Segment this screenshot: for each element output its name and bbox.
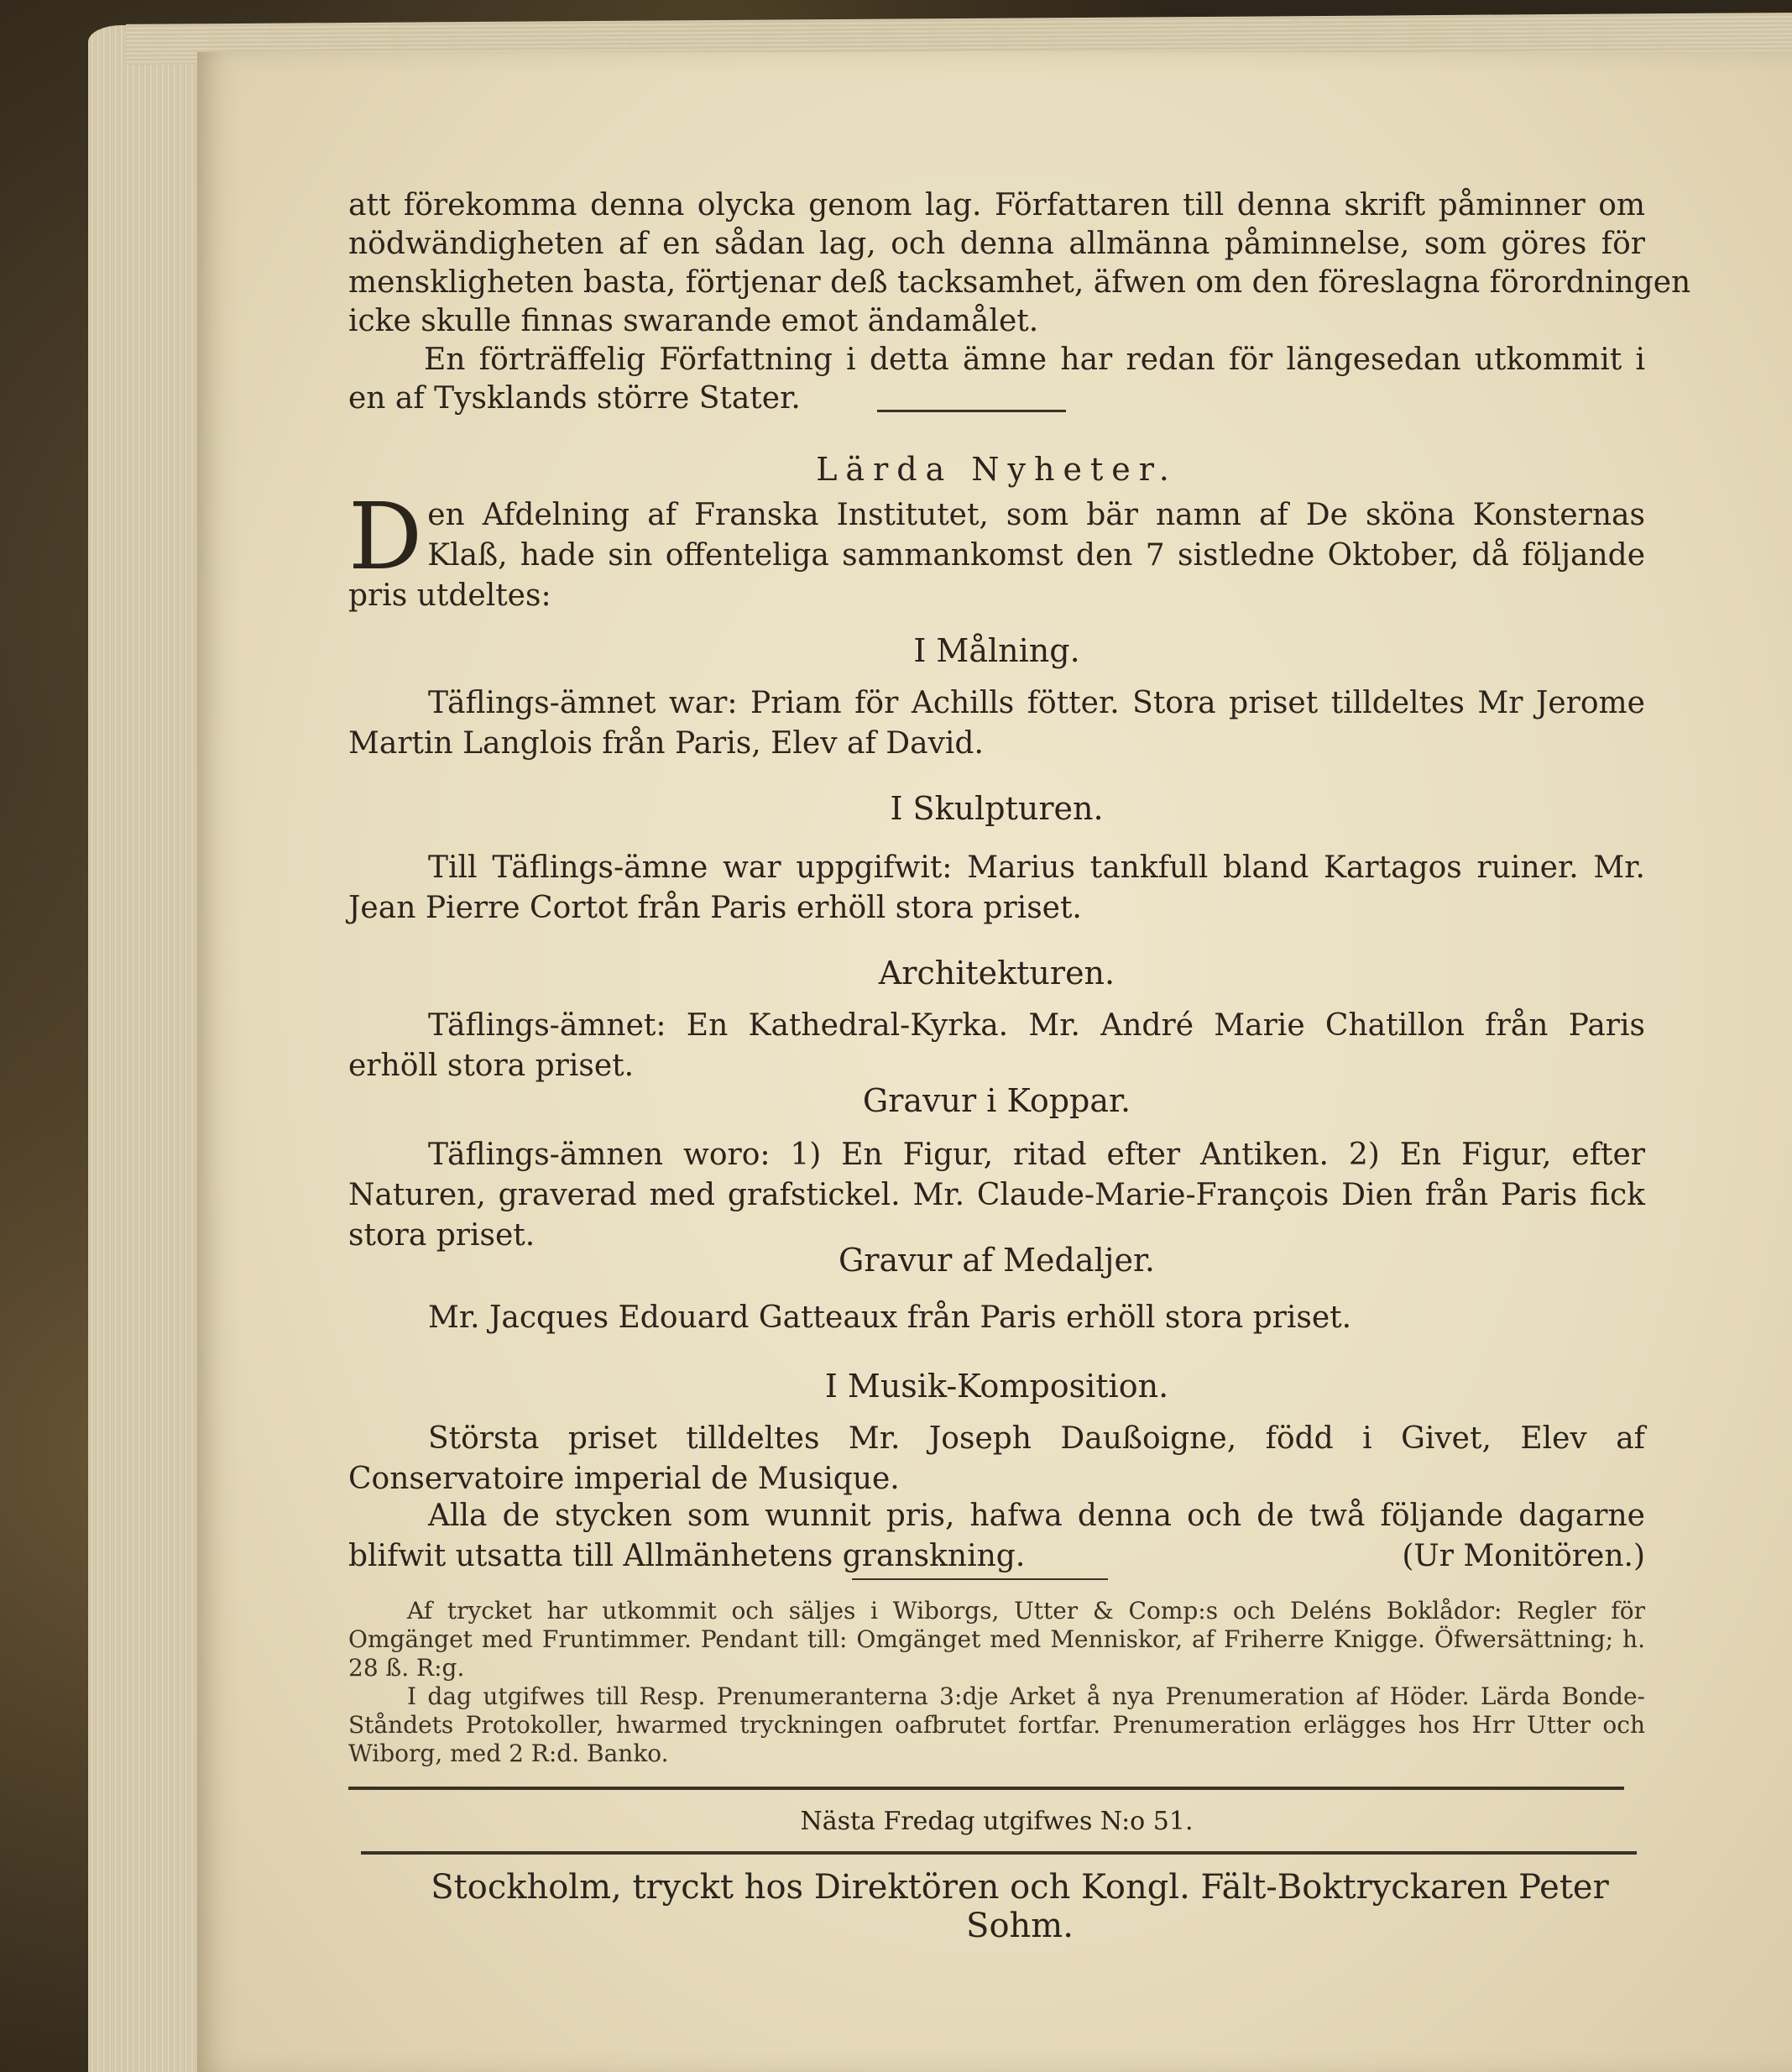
category-title: Architekturen.	[878, 955, 1115, 992]
intro-note-line: En förträffelig Författning i detta ämne har redan för längesedan utkommit i	[424, 343, 1645, 377]
category-text: Mr. Jacques Edouard Gatteaux från Paris erhöll stora priset.	[428, 1300, 1352, 1335]
category-title: I Skulpturen.	[890, 790, 1104, 827]
intro-note-line: en af Tysklands större Stater.	[348, 381, 801, 416]
footnote: I dag utgifwes till Resp. Prenumeranterna 3:dje Arket å nya Prenumeration af Höder. Lärda Bonde-Ståndets Protokoller, hwarmed tryckningen oafbrutet fortfar. Prenumeration erlägges hos Hrr Utter och Wiborg, med 2 R:d. Banko.	[348, 1682, 1645, 1767]
page-stack-edge	[88, 25, 214, 2072]
bottom-rule-top	[348, 1787, 1624, 1790]
next-issue-notice: Nästa Fredag utgifwes N:o 51.	[800, 1807, 1194, 1836]
bottom-rule-lower	[361, 1851, 1637, 1855]
section-divider	[877, 410, 1066, 412]
announcement-paragraph	[348, 483, 1645, 616]
source-attribution: (Ur Monitören.)	[1402, 1539, 1645, 1573]
printer-imprint: Stockholm, tryckt hos Direktören och Kongl. Fält-Boktryckaren Peter Sohm.	[431, 1868, 1609, 1945]
intro-line: att förekomma denna olycka genom lag. Författaren till denna skrift påminner om	[348, 188, 1645, 222]
category-text: Täflings-ämnen woro: 1) En Figur, ritad efter Antiken. 2) En Figur, efter Naturen, graverad med grafstickel. Mr. Claude-Marie-François Dien från Paris fick stora priset.	[348, 1138, 1645, 1253]
footnote: Af trycket har utkommit och säljes i Wiborgs, Utter & Comp:s och Deléns Boklådor: Regler för Omgänget med Fruntimmer. Pendant till: Omgänget med Menniskor, af Friherre Knigge. Öfwersättning; h. 28 ß. R:g.	[348, 1597, 1645, 1682]
intro-line: menskligheten basta, förtjenar deß tacksamhet, äfwen om den föreslagna förordningen	[348, 265, 1691, 300]
drop-cap: D	[348, 483, 423, 590]
category-text: Största priset tilldeltes Mr. Joseph Daußoigne, född i Givet, Elev af Conservatoire imperial de Musique.	[348, 1421, 1645, 1496]
category-title: Gravur i Koppar.	[862, 1082, 1131, 1119]
category-title: I Musik-Komposition.	[824, 1368, 1169, 1405]
announcement-text: en Afdelning af Franska Institutet, som bär namn af De sköna Konsternas Klaß, hade sin offenteliga sammankomst den 7 sistledne Oktober, då följande pris utdeltes:	[348, 498, 1645, 613]
category-title: Gravur af Medaljer.	[838, 1242, 1156, 1279]
intro-paragraph	[348, 186, 1691, 418]
category-title: I Målning.	[913, 632, 1080, 669]
footnote-divider	[852, 1578, 1108, 1580]
intro-line: icke skulle finnas swarande emot ändamålet.	[348, 304, 1039, 338]
category-text: Täflings-ämnet war: Priam för Achills fötter. Stora priset tilldeltes Mr Jerome Martin Langlois från Paris, Elev af David.	[348, 686, 1645, 761]
section-title: Lärda Nyheter.	[816, 451, 1178, 488]
intro-line: nödwändigheten af en sådan lag, och denna allmänna påminnelse, som göres för	[348, 227, 1645, 261]
closing-text: Alla de stycken som wunnit pris, hafwa denna och de twå följande dagarne blifwit utsatta till Allmänhetens granskning.	[348, 1499, 1645, 1573]
category-text: Täflings-ämnet: En Kathedral-Kyrka. Mr. André Marie Chatillon från Paris erhöll stora priset.	[348, 1008, 1645, 1083]
closing-paragraph	[348, 1496, 1645, 1577]
category-text: Till Täflings-ämne war uppgifwit: Marius tankfull bland Kartagos ruiner. Mr. Jean Pierre Cortot från Paris erhöll stora priset.	[348, 850, 1645, 925]
footnotes	[348, 1597, 1645, 1768]
